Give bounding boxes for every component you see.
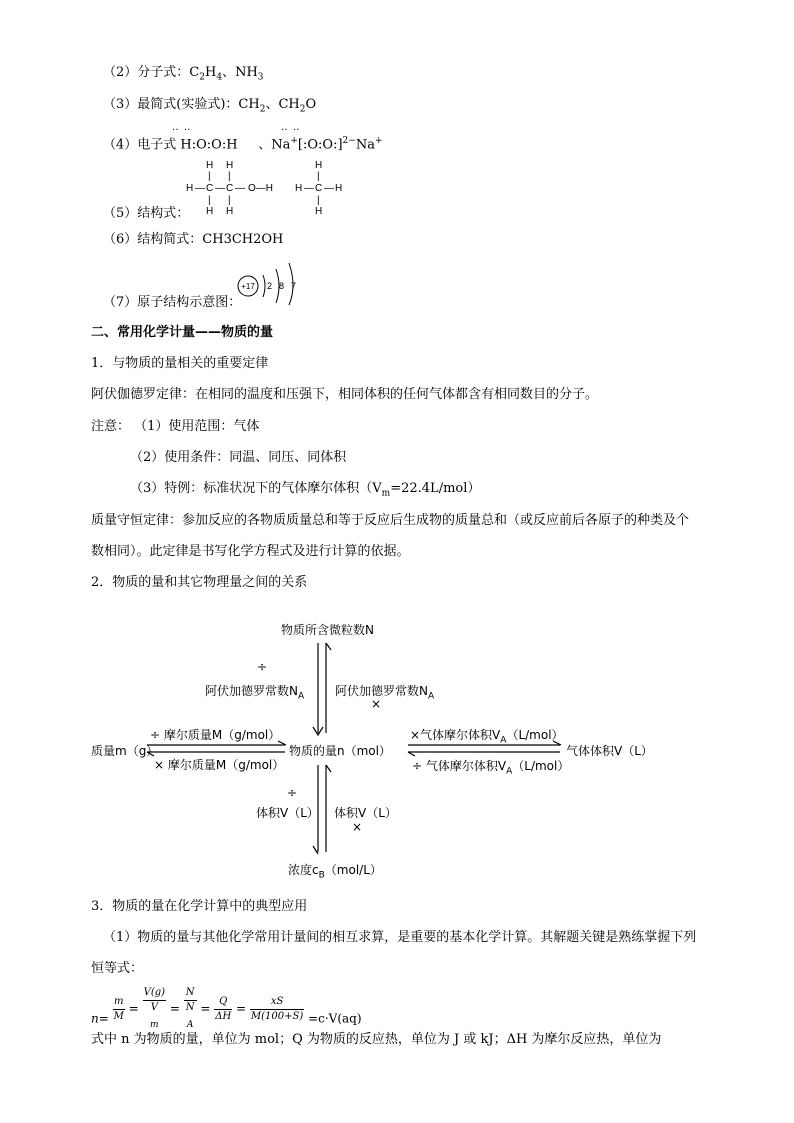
note-line-3: （3）特例：标准状况下的气体摩尔体积$(V_m=22.4L/mol)$	[130, 481, 481, 499]
op-divide-top: ÷	[257, 660, 268, 674]
peroxide-lone-pair-dots: ‥ ‥	[281, 122, 301, 133]
item-2-molecular-formula: （2）分子式：$C_2H_4$、$NH_3$	[103, 65, 264, 83]
op-divide-bottom: ÷	[287, 786, 298, 800]
shell-2-electrons: 8	[279, 281, 285, 291]
fraction-gas-volume: V(g) V $_m$	[143, 987, 166, 1030]
mass-conservation-law-line-2: 数相同）。此定律是书写化学方程式及进行计算的依据。	[91, 544, 410, 559]
label-volume-right: 体积V（L）	[334, 806, 397, 820]
label-multiply-molar-volume: ×气体摩尔体积$V_A(L/mol)$	[410, 728, 564, 746]
node-mass: 质量m（g）	[91, 744, 159, 758]
node-particle-count: 物质所含微粒数N	[281, 623, 374, 637]
item-6-condensed-formula: （6）结构简式：CH3CH2OH	[103, 232, 284, 247]
section-3-paragraph-line-1: （1）物质的量与其他化学常用计量间的相互求算，是重要的基本化学计算。其解题关键是熟练掌握下列	[103, 930, 697, 945]
item-7-atomic-structure: （7）原子结构示意图：	[103, 295, 242, 310]
fraction-particles: N N $_A$	[185, 987, 195, 1030]
label-avogadro-left: 阿伏加德罗常数$N_A$	[205, 684, 305, 702]
mass-conservation-law-line-1: 质量守恒定律：参加反应的各物质质量总和等于反应后生成物的质量总和（或反应前后各原子的种类及个	[91, 513, 690, 528]
identity-equation: n= $\frac{m}{M}$ = V(g) V $_m$ = N N $_A$ = $\frac{Q}{\Delta H}$ = $\frac{xS}{M(100+S)}$ =c·V(aq)	[91, 987, 362, 1030]
section-2-heading: 二、常用化学计量——物质的量	[91, 325, 274, 340]
label-volume-left: 体积V（L）	[256, 806, 319, 820]
h2o2-lone-pair-dots: ‥ ‥	[172, 122, 192, 133]
label-divide-molar-mass: ÷ 摩尔质量M（g/mol）	[150, 728, 281, 742]
item-3-empirical-formula: （3）最简式(实验式)：$CH_2$、$CH_2O$	[103, 97, 317, 115]
section-3-definition-line: 式中 n 为物质的量，单位为 mol；Q 为物质的反应热，单位为 J 或 kJ；ΔH 为摩尔反应热，单位为	[91, 1032, 662, 1047]
label-avogadro-right: 阿伏加德罗常数$N_A$	[335, 684, 435, 702]
methane-structural-formula: H | H — C — H | H	[295, 160, 343, 217]
node-concentration: 浓度$c_B(mol/L)$	[288, 863, 382, 881]
note-line-2: （2）使用条件：同温、同压、同体积	[130, 450, 347, 465]
note-line-1: 注意： （1）使用范围：气体	[91, 419, 260, 434]
h2o2-electron-formula: H:O:O:H	[180, 137, 238, 153]
op-multiply-top: ×	[371, 697, 382, 711]
section-3-paragraph-line-2: 恒等式：	[91, 961, 144, 976]
op-multiply-bottom: ×	[352, 820, 363, 834]
avogadro-law: 阿伏伽德罗定律：在相同的温度和压强下，相同体积的任何气体都含有相同数目的分子。	[91, 387, 599, 402]
ethanol-structural-formula: H H | | H — C — C — O—H | | H H	[186, 160, 273, 217]
nucleus-charge: +17	[241, 282, 255, 291]
fraction-mass: $\frac{m}{M}$	[113, 995, 124, 1022]
subsection-1-title: 1．与物质的量相关的重要定律	[91, 356, 269, 371]
shell-1-electrons: 2	[267, 281, 273, 291]
item-4-electron-formula: （4）电子式 H:O:O:H 、Na+[:O:O:]$^{2-}$Na+	[103, 136, 383, 153]
node-amount-of-substance: 物质的量n（mol）	[289, 744, 391, 758]
fraction-solubility: $\frac{xS}{M(100+S)}$	[250, 995, 304, 1022]
node-gas-volume: 气体体积V（L）	[566, 744, 653, 758]
label-divide-molar-volume: ÷ 气体摩尔体积$V_A(L/mol)$	[412, 759, 570, 777]
subsection-2-title: 2．物质的量和其它物理量之间的关系	[91, 575, 308, 590]
peroxide-ion-electron-formula: [:O:O:]	[297, 137, 343, 153]
item-5-structural-formula: （5）结构式：	[103, 206, 190, 221]
subsection-3-title: 3．物质的量在化学计算中的典型应用	[91, 899, 308, 914]
shell-3-electrons: 7	[291, 281, 297, 291]
label-multiply-molar-mass: × 摩尔质量M（g/mol）	[154, 758, 285, 772]
fraction-heat: $\frac{Q}{\Delta H}$	[215, 995, 232, 1022]
